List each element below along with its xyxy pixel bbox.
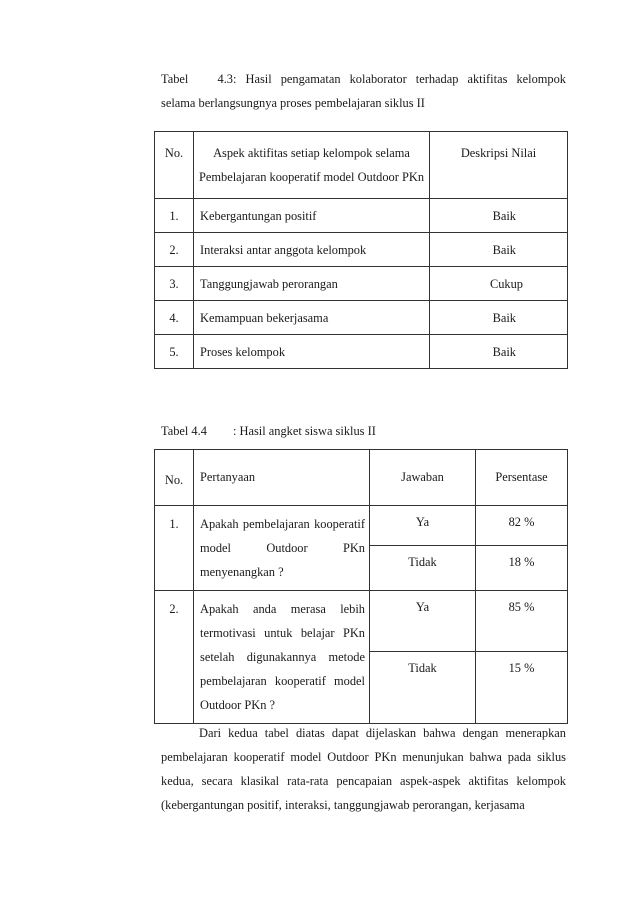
header-persentase: Persentase: [476, 450, 568, 506]
row-no: 4.: [155, 301, 194, 335]
row-aspek: Interaksi antar anggota kelompok: [194, 233, 430, 267]
table-row: [155, 591, 568, 652]
row-nilai: Baik: [430, 301, 568, 335]
row-nilai: Baik: [430, 199, 568, 233]
caption-number: Tabel 4.4: [161, 424, 207, 438]
header-aspek: Aspek aktifitas setiap kelompok selama Pembelajaran kooperatif model Outdoor PKn: [194, 132, 430, 199]
answer-tidak: Tidak: [370, 651, 476, 723]
table-row: [155, 506, 568, 546]
answer-ya: Ya: [370, 506, 476, 546]
table-row: [155, 233, 568, 267]
observation-table: [154, 131, 568, 369]
table-row: [155, 301, 568, 335]
table-4-3-caption: [161, 67, 566, 115]
header-pertanyaan: Pertanyaan: [194, 450, 370, 506]
header-no: No.: [155, 450, 194, 506]
paragraph-text: Dari kedua tabel diatas dapat dijelaskan bahwa dengan menerapkan pembelajaran kooperatif model Outdoor PKn menunjukan bahwa pada siklus kedua, secara klasikal rata-rata pencapaian aspek-aspek aktifitas kelompok (kebergantungan positif, interaksi, tanggungjawab perorangan, kerjasama: [161, 726, 566, 812]
answer-tidak-percent: 18 %: [476, 545, 568, 590]
answer-ya-percent: 82 %: [476, 506, 568, 546]
row-aspek: Kebergantungan positif: [194, 199, 430, 233]
row-no: 1.: [155, 199, 194, 233]
row-pertanyaan: Apakah pembelajaran kooperatif model Outdoor PKn menyenangkan ?: [194, 506, 370, 591]
caption-continuation: selama berlangsungnya proses pembelajaran siklus II: [161, 96, 425, 110]
answer-tidak-percent: 15 %: [476, 651, 568, 723]
table-header-row: [155, 450, 568, 506]
survey-table: [154, 449, 568, 724]
row-no: 3.: [155, 267, 194, 301]
row-no: 1.: [155, 506, 194, 591]
answer-tidak: Tidak: [370, 545, 476, 590]
caption-title: : Hasil pengamatan kolaborator terhadap aktifitas kelompok: [233, 72, 566, 86]
caption-number: Tabel 4.3: [161, 72, 233, 86]
row-nilai: Baik: [430, 233, 568, 267]
caption-line-1: [161, 67, 566, 91]
table-row: [155, 335, 568, 369]
row-aspek: Tanggungjawab perorangan: [194, 267, 430, 301]
row-no: 5.: [155, 335, 194, 369]
row-nilai: Baik: [430, 335, 568, 369]
table-header-row: [155, 132, 568, 199]
answer-ya: Ya: [370, 591, 476, 652]
answer-ya-percent: 85 %: [476, 591, 568, 652]
table-row: [155, 267, 568, 301]
header-deskripsi: Deskripsi Nilai: [430, 132, 568, 199]
row-aspek: Kemampuan bekerjasama: [194, 301, 430, 335]
row-nilai: Cukup: [430, 267, 568, 301]
row-no: 2.: [155, 591, 194, 724]
row-pertanyaan: Apakah anda merasa lebih termotivasi untuk belajar PKn setelah digunakannya metode pembelajaran kooperatif model Outdoor PKn ?: [194, 591, 370, 724]
table-row: [155, 199, 568, 233]
row-aspek: Proses kelompok: [194, 335, 430, 369]
header-jawaban: Jawaban: [370, 450, 476, 506]
header-no: No.: [155, 132, 194, 199]
caption-title: : Hasil angket siswa siklus II: [233, 424, 376, 438]
row-no: 2.: [155, 233, 194, 267]
table-4-4-caption: [161, 419, 566, 443]
body-paragraph: [161, 721, 566, 817]
